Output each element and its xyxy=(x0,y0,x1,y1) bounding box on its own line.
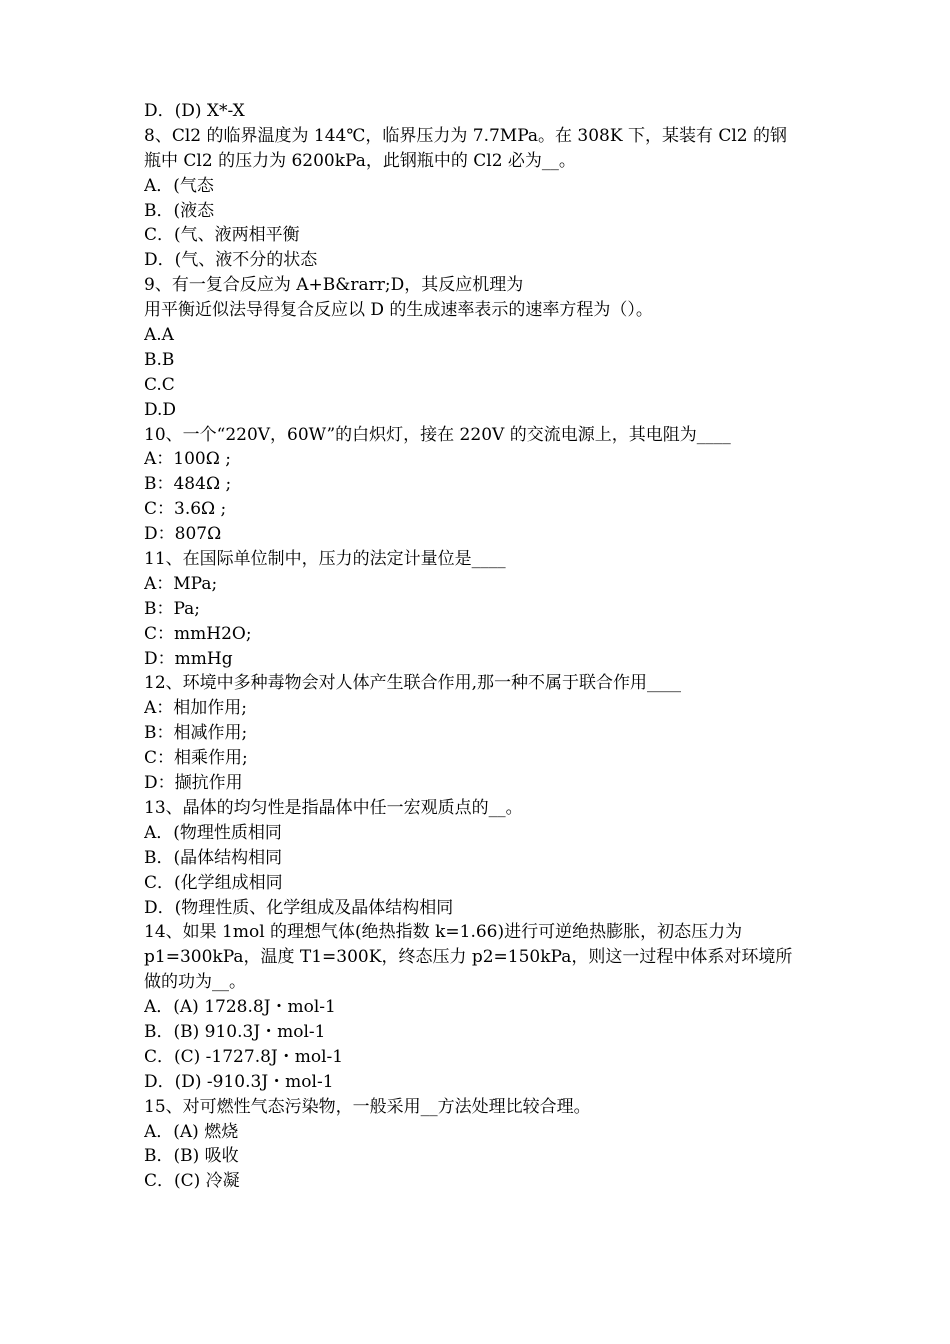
option-b: B．(B) 910.3J・mol-1 xyxy=(144,1021,326,1042)
option-d: D．(D) -910.3J・mol-1 xyxy=(144,1071,334,1092)
option-d: D：mmHg xyxy=(144,648,233,669)
question-10-text: 10、一个“220V，60W”的白炽灯，接在 220V 的交流电源上，其电阻为____ xyxy=(144,424,731,445)
option-a: A．(气态 xyxy=(144,175,214,196)
question-15-text: 15、对可燃性气态污染物，一般采用__方法处理比较合理。 xyxy=(144,1096,591,1117)
option-c: C：3.6Ω ; xyxy=(144,499,227,520)
document-body xyxy=(144,99,814,1194)
text-line: 做的功为__。 xyxy=(144,972,246,993)
option-d: D．(物理性质、化学组成及晶体结构相同 xyxy=(144,897,454,918)
option-b: B：相减作用; xyxy=(144,723,248,744)
text-line: p1=300kPa，温度 T1=300K，终态压力 p2=150kPa，则这一过程中体系对环境所 xyxy=(144,947,793,968)
option-c: C：mmH2O; xyxy=(144,623,252,644)
option-d: D：807Ω xyxy=(144,524,222,545)
option-c: C．(气、液两相平衡 xyxy=(144,225,300,246)
question-8-text: 8、Cl2 的临界温度为 144℃，临界压力为 7.7MPa。在 308K 下，某装有 Cl2 的钢 xyxy=(144,125,788,146)
option-a: A：100Ω ; xyxy=(144,449,231,470)
question-14-text: 14、如果 1mol 的理想气体(绝热指数 k=1.66)进行可逆绝热膨胀，初态压力为 xyxy=(144,922,743,943)
question-13-text: 13、晶体的均匀性是指晶体中任一宏观质点的__。 xyxy=(144,797,523,818)
text-line: 用平衡近似法导得复合反应以 D 的生成速率表示的速率方程为（）。 xyxy=(144,300,653,321)
option-b: B．(B) 吸收 xyxy=(144,1146,239,1167)
option-a: A.A xyxy=(144,325,174,346)
option-c: C．(化学组成相同 xyxy=(144,872,283,893)
option-a: A．(A) 燃烧 xyxy=(144,1121,239,1142)
option-a: A：MPa; xyxy=(144,573,218,594)
option-c: C．(C) -1727.8J・mol-1 xyxy=(144,1046,344,1067)
option-c: C.C xyxy=(144,374,175,395)
option-b: B．(液态 xyxy=(144,200,215,221)
option-a: A．(物理性质相同 xyxy=(144,822,282,843)
question-9-text: 9、有一复合反应为 A+B&rarr;D，其反应机理为 xyxy=(144,275,524,296)
option-b: B.B xyxy=(144,349,175,370)
text-line: 瓶中 Cl2 的压力为 6200kPa，此钢瓶中的 Cl2 必为__。 xyxy=(144,150,576,171)
option-d: D．(气、液不分的状态 xyxy=(144,250,318,271)
question-12-text: 12、环境中多种毒物会对人体产生联合作用,那一种不属于联合作用____ xyxy=(144,673,682,694)
option-b: B．(晶体结构相同 xyxy=(144,847,283,868)
question-11-text: 11、在国际单位制中，压力的法定计量位是____ xyxy=(144,549,506,570)
option-d: D.D xyxy=(144,399,177,420)
option-b: B：484Ω ; xyxy=(144,474,232,495)
option-a: A．(A) 1728.8J・mol-1 xyxy=(144,997,336,1018)
option-c: C．(C) 冷凝 xyxy=(144,1171,240,1192)
option-b: B：Pa; xyxy=(144,598,201,619)
text-line: D．(D) X*-X xyxy=(144,101,245,121)
option-d: D：撷抗作用 xyxy=(144,773,243,794)
option-a: A：相加作用; xyxy=(144,698,248,719)
option-c: C：相乘作用; xyxy=(144,748,248,769)
